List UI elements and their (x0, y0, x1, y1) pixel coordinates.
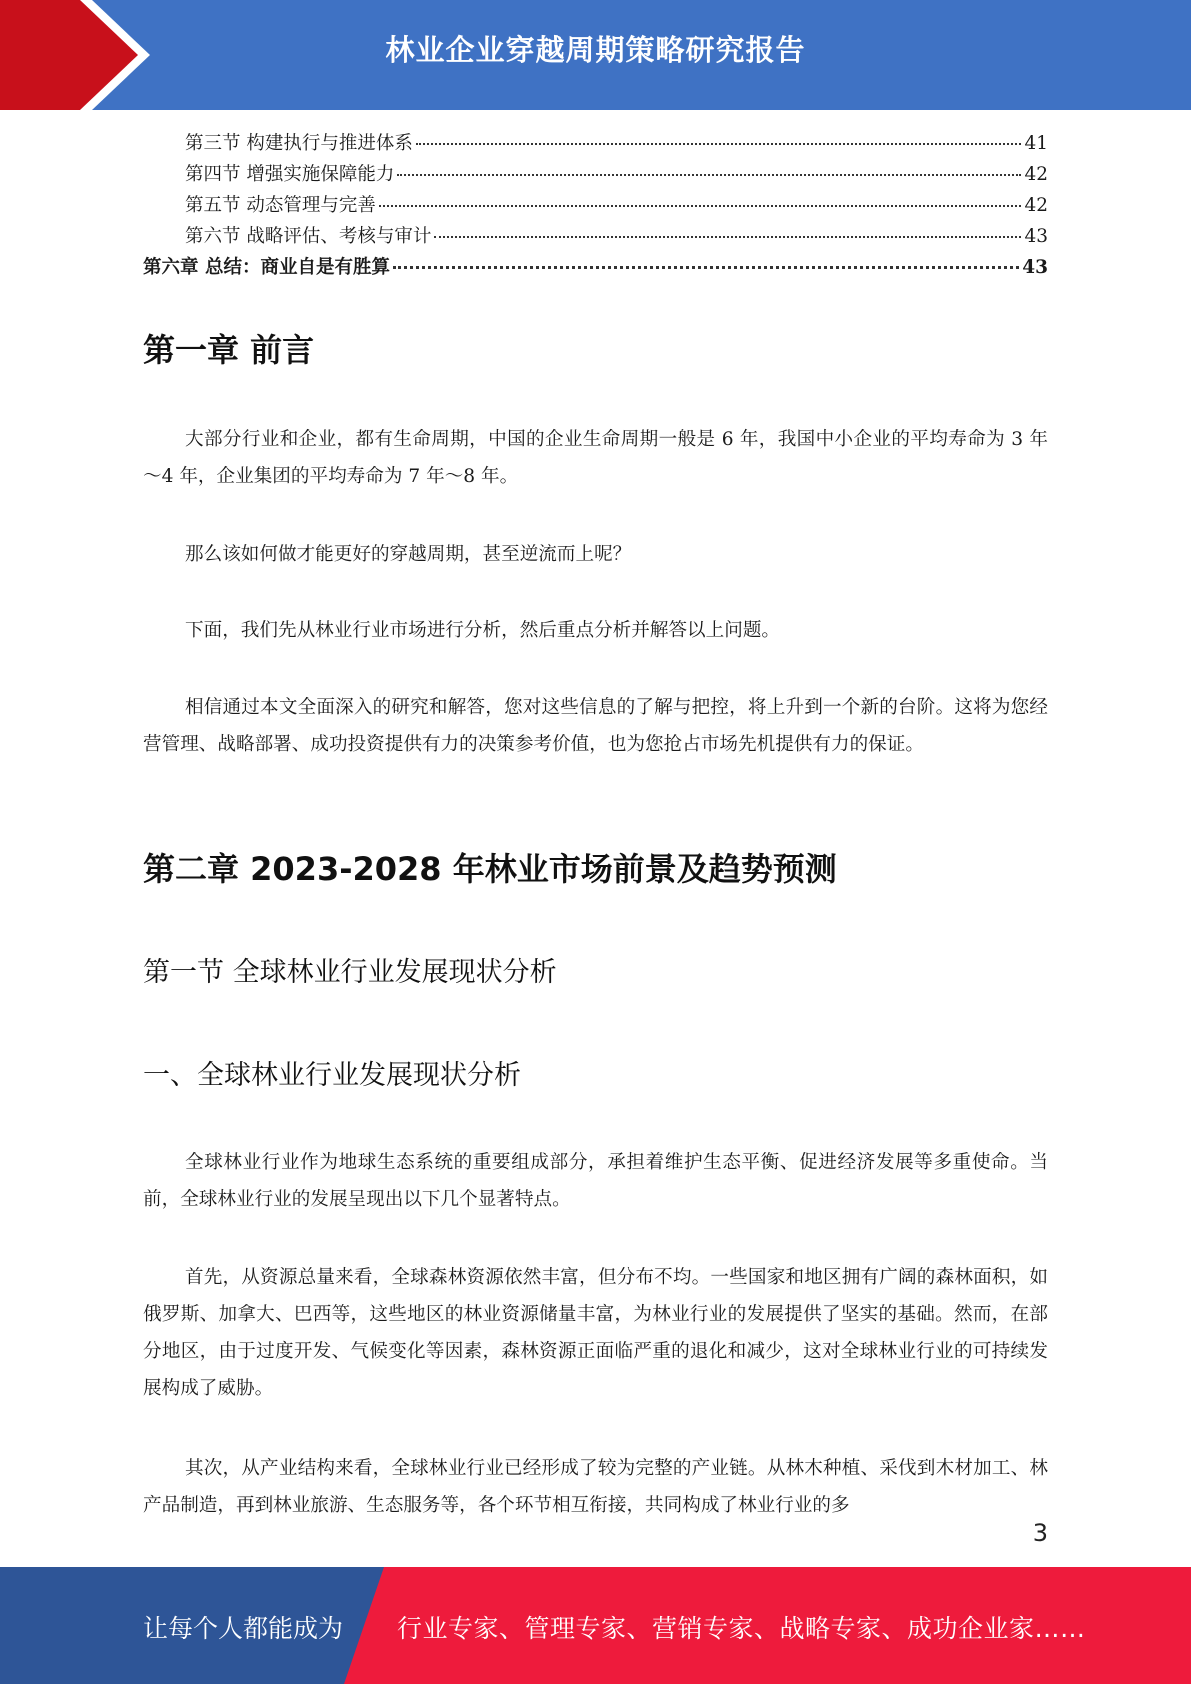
toc-entry[interactable] (143, 222, 1048, 253)
toc-entry-page: 42 (1024, 195, 1048, 216)
table-of-contents (143, 129, 1048, 284)
toc-entry-label: 第三节 构建执行与推进体系 (185, 133, 413, 154)
page-number: 3 (1032, 1519, 1048, 1547)
toc-leader-dots (416, 143, 1022, 145)
toc-entry-label: 第四节 增强实施保障能力 (185, 164, 395, 185)
chapter-2-paragraph: 其次，从产业结构来看，全球林业行业已经形成了较为完整的产业链。从林木种植、采伐到木材加工、林产品制造，再到林业旅游、生态服务等，各个环节相互衔接，共同构成了林业行业的多 (143, 1458, 1048, 1516)
toc-entry-label: 第六节 战略评估、考核与审计 (185, 226, 432, 247)
toc-leader-dots (393, 266, 1019, 269)
toc-entry[interactable] (143, 160, 1048, 191)
chapter-1-paragraph: 相信通过本文全面深入的研究和解答，您对这些信息的了解与把控，将上升到一个新的台阶。这将为您经营管理、战略部署、成功投资提供有力的决策参考价值，也为您抢占市场先机提供有力的保证。 (143, 697, 1048, 755)
toc-leader-dots (434, 236, 1021, 238)
toc-entry-label: 第五节 动态管理与完善 (185, 195, 376, 216)
toc-entry[interactable] (143, 191, 1048, 222)
chapter-1-paragraph: 那么该如何做才能更好的穿越周期，甚至逆流而上呢？ (185, 544, 632, 565)
toc-entry-page: 41 (1024, 133, 1048, 154)
subsection-heading: 一、全球林业行业发展现状分析 (143, 1060, 521, 1091)
chapter-1-heading: 第一章 前言 (143, 331, 315, 369)
section-heading: 第一节 全球林业行业发展现状分析 (143, 957, 557, 988)
toc-leader-dots (379, 205, 1022, 207)
chapter-1-paragraph: 大部分行业和企业，都有生命周期，中国的企业生命周期一般是 6 年，我国中小企业的平均寿命为 3 年～4 年，企业集团的平均寿命为 7 年～8 年。 (143, 429, 1048, 487)
chapter-2-paragraph: 首先，从资源总量来看，全球森林资源依然丰富，但分布不均。一些国家和地区拥有广阔的森林面积，如俄罗斯、加拿大、巴西等，这些地区的林业资源储量丰富，为林业行业的发展提供了坚实的基础。然而，在部分地区，由于过度开发、气候变化等因素，森林资源正面临严重的退化和减少，这对全球林业行业的可持续发展构成了威胁。 (143, 1267, 1048, 1399)
chapter-2-heading: 第二章 2023-2028 年林业市场前景及趋势预测 (143, 850, 837, 888)
toc-leader-dots (397, 174, 1021, 176)
report-title: 林业企业穿越周期策略研究报告 (385, 33, 806, 67)
toc-entry-page: 43 (1024, 226, 1048, 247)
toc-entry-chapter[interactable] (143, 253, 1048, 284)
footer-slogan-left: 让每个人都能成为 (143, 1614, 344, 1643)
toc-entry-label: 第六章 总结：商业自是有胜算 (143, 257, 390, 278)
footer-slogan-right: 行业专家、管理专家、营销专家、战略专家、成功企业家…… (397, 1614, 1086, 1643)
page-footer (0, 1567, 1191, 1684)
toc-entry[interactable] (143, 129, 1048, 160)
toc-entry-page: 43 (1022, 257, 1048, 278)
page-header (0, 0, 1191, 110)
toc-entry-page: 42 (1024, 164, 1048, 185)
chapter-1-paragraph: 下面，我们先从林业行业市场进行分析，然后重点分析并解答以上问题。 (185, 620, 781, 641)
chapter-2-paragraph: 全球林业行业作为地球生态系统的重要组成部分，承担着维护生态平衡、促进经济发展等多重使命。当前，全球林业行业的发展呈现出以下几个显著特点。 (143, 1152, 1048, 1210)
